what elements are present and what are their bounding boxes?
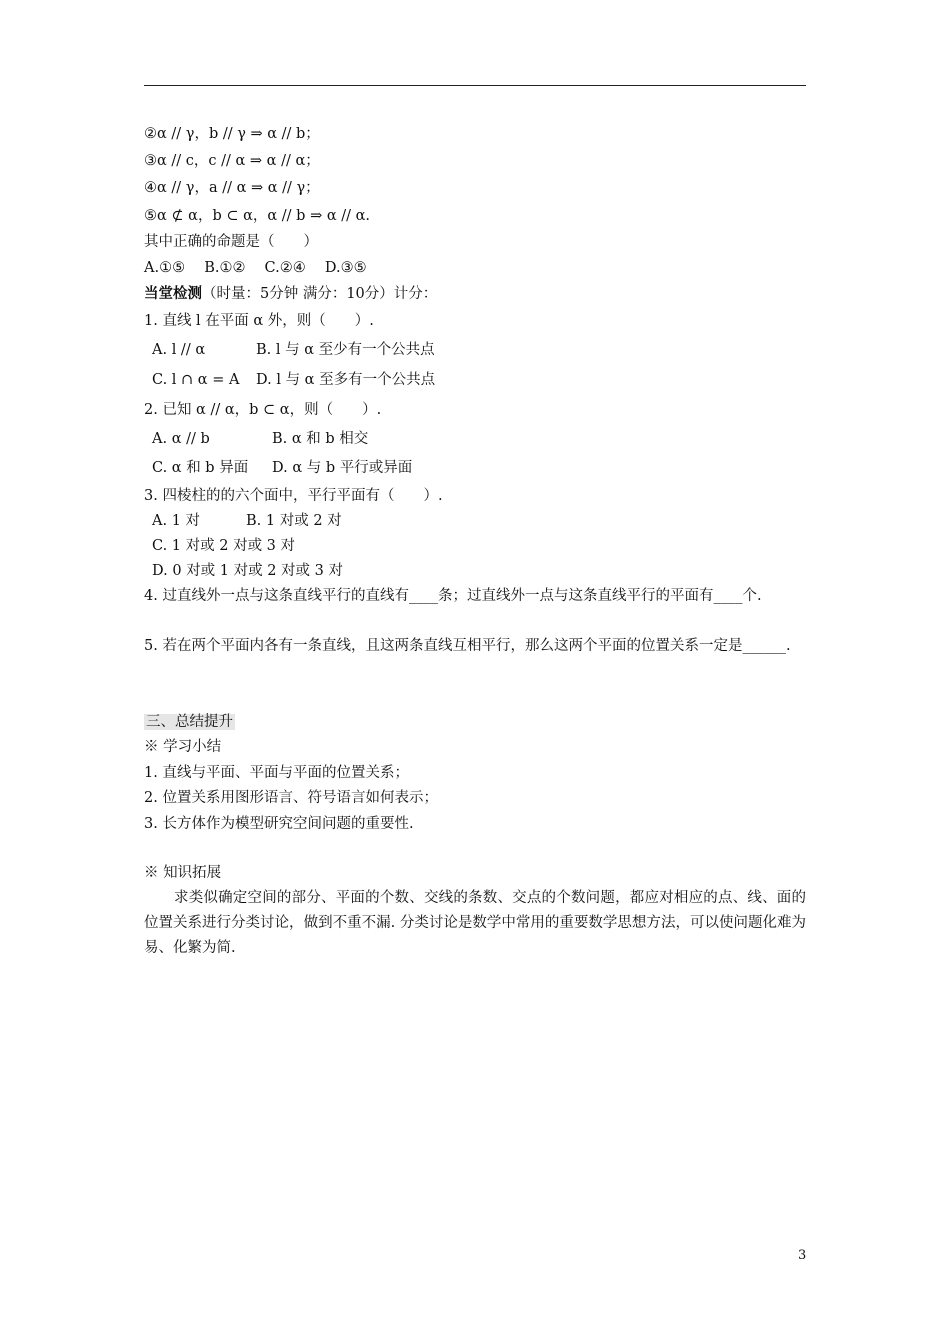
summary-item-2: 2. 位置关系用图形语言、符号语言如何表示；	[144, 790, 438, 806]
q2-option-c: C. α 和 b 异面	[152, 460, 249, 476]
summary-section-label: 三、总结提升	[146, 714, 233, 730]
summary-item-1: 1. 直线与平面、平面与平面的位置关系；	[144, 765, 409, 781]
proposition-5: ⑤α ⊄ α，b ⊂ α，α // b ⇒ α // α.	[144, 208, 371, 224]
proposition-4: ④α // γ，a // α ⇒ α // γ；	[144, 180, 320, 196]
knowledge-extension-title: ※ 知识拓展	[144, 865, 222, 881]
q3-option-a: A. 1 对	[152, 513, 201, 529]
proposition-3: ③α // c，c // α ⇒ α // α；	[144, 153, 320, 169]
q1-option-a: A. l // α	[152, 342, 206, 358]
page-number: 3	[798, 1248, 807, 1263]
quiz-heading-rest: （时量：5分钟 满分：10分）计分：	[202, 286, 438, 302]
knowledge-extension-text: 求类似确定空间的部分、平面的个数、交线的条数、交点的个数问题，都应对相应的点、线、面的位置关系进行分类讨论，做到不重不漏. 分类讨论是数学中常用的重要数学思想方法，可以使问题化难为易、化繁为简.	[144, 890, 806, 956]
quiz-q5: 5. 若在两个平面内各有一条直线，且这两条直线互相平行，那么这两个平面的位置关系一定是______.	[144, 638, 791, 654]
quiz-heading-bold: 当堂检测	[144, 285, 202, 302]
quiz-heading	[144, 284, 437, 304]
q2-option-a: A. α // b	[152, 431, 210, 447]
summary-item-3: 3. 长方体作为模型研究空间问题的重要性.	[144, 816, 414, 832]
quiz-q2: 2. 已知 α // α，b ⊂ α，则（ ）.	[144, 402, 382, 418]
q1-option-d: D. l 与 α 至多有一个公共点	[256, 372, 436, 388]
answer-options: A.①⑤ B.①② C.②④ D.③⑤	[144, 260, 367, 276]
quiz-q1: 1. 直线 l 在平面 α 外，则（ ）.	[144, 313, 374, 329]
proposition-2: ②α // γ，b // γ ⇒ α // b；	[144, 126, 320, 142]
q2-option-d: D. α 与 b 平行或异面	[272, 460, 413, 476]
study-summary-title: ※ 学习小结	[144, 739, 222, 755]
q3-option-d: D. 0 对或 1 对或 2 对或 3 对	[152, 563, 343, 579]
quiz-q3: 3. 四棱柱的的六个面中，平行平面有（ ）.	[144, 488, 443, 504]
q3-option-c: C. 1 对或 2 对或 3 对	[152, 538, 296, 554]
question-text: 其中正确的命题是（ ）	[144, 234, 318, 250]
q1-option-b: B. l 与 α 至少有一个公共点	[256, 342, 435, 358]
q1-option-c: C. l ∩ α = A	[152, 372, 240, 388]
q3-option-b: B. 1 对或 2 对	[246, 513, 342, 529]
summary-section-title	[144, 712, 235, 732]
q2-option-b: B. α 和 b 相交	[272, 431, 369, 447]
quiz-q4: 4. 过直线外一点与这条直线平行的直线有____条；过直线外一点与这条直线平行的平面有____个.	[144, 588, 762, 604]
header-rule	[144, 85, 806, 86]
